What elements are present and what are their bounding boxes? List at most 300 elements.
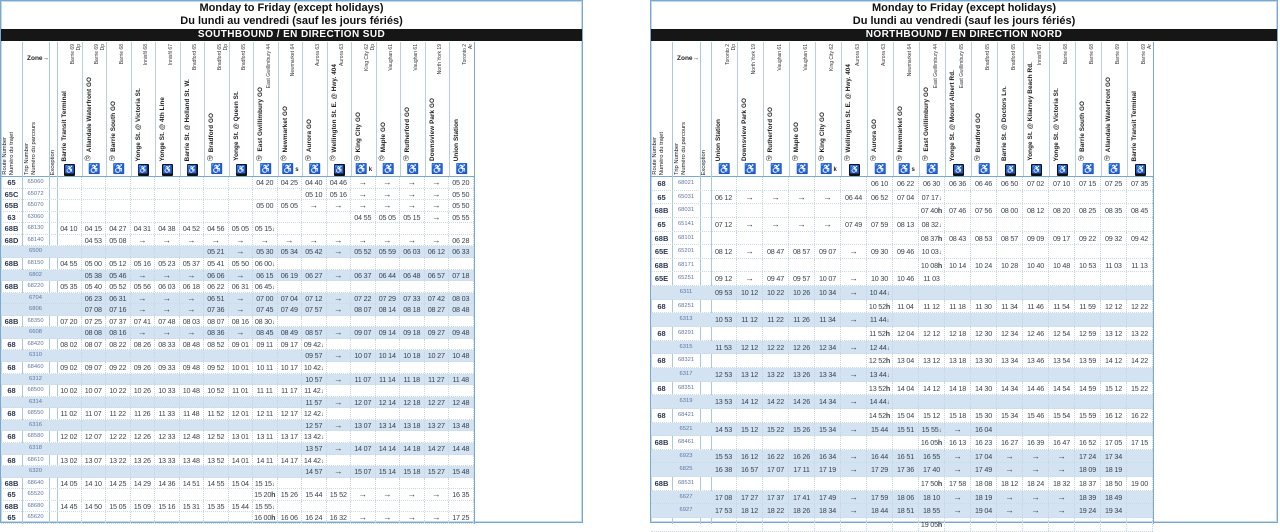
- time-cell: 13 54: [1049, 354, 1075, 367]
- time-cell: [789, 382, 815, 395]
- station-name: Wellington St. E. @ Hwy. 404: [845, 63, 852, 152]
- station-header: [919, 42, 945, 163]
- time-cell: [278, 316, 303, 327]
- time-cell: 14 59: [1075, 382, 1101, 395]
- column-divider: [474, 42, 475, 524]
- time-cell: 06 31: [106, 293, 131, 304]
- time-cell: 05 42: [302, 246, 327, 257]
- continues-arrow-cell: [229, 270, 254, 281]
- trip-row: [1, 374, 474, 386]
- right-arrow-icon: →: [334, 419, 343, 430]
- trip-number: 65060: [27, 179, 44, 185]
- time-cell: [711, 382, 737, 395]
- time-cell: 13 12: [737, 368, 763, 381]
- time-cell: 09 17: [278, 339, 303, 350]
- trip-row: [651, 395, 1153, 409]
- continues-arrow-cell: [737, 272, 763, 285]
- time-cell: 13 07: [82, 455, 107, 466]
- trip-row: [651, 259, 1153, 273]
- time-cell: [893, 436, 919, 449]
- time-cell: 12 14: [376, 397, 401, 408]
- trip-row: [1, 443, 474, 455]
- time-cell: 08 22: [106, 339, 131, 350]
- time-cell: 13 14: [376, 420, 401, 431]
- right-arrow-icon: →: [358, 512, 367, 523]
- trip-number: 68251: [677, 302, 695, 309]
- time-cell: [1101, 191, 1127, 204]
- down-arrow-icon: ↓: [320, 389, 324, 396]
- trip-row: [651, 245, 1153, 259]
- time-cell: 06 44: [376, 270, 401, 281]
- trip-number: 6313: [679, 316, 693, 323]
- time-cell: 13 52h: [867, 382, 893, 395]
- trip-number: 65072: [27, 190, 44, 197]
- route-number: 68: [7, 339, 16, 349]
- trip-row: [651, 423, 1153, 437]
- trip-row: [1, 270, 474, 282]
- time-cell: [131, 189, 156, 200]
- station-name: East Gwillimbury GO: [923, 87, 930, 152]
- parking-icon: ℗: [818, 154, 824, 163]
- time-cell: 17 36: [893, 463, 919, 476]
- trip-row: [651, 436, 1153, 450]
- time-cell: [400, 223, 425, 234]
- time-cell: 05 23: [155, 258, 180, 269]
- time-cell: [971, 518, 997, 531]
- route-number-header: Route Number: [652, 137, 658, 175]
- time-cell: 14 11: [253, 455, 278, 466]
- time-cell: 14 04: [893, 382, 919, 395]
- continues-arrow-cell: [997, 463, 1023, 476]
- time-cell: 08 12: [711, 245, 737, 258]
- route-number: 65: [7, 513, 16, 523]
- continues-arrow-cell: [1049, 463, 1075, 476]
- time-cell: 15 14: [376, 466, 401, 477]
- time-cell: 10 46: [893, 272, 919, 285]
- trip-row: [1, 177, 474, 189]
- route-number: 68: [657, 301, 666, 311]
- time-cell: [82, 200, 107, 211]
- time-cell: 08 08: [82, 327, 107, 338]
- time-cell: [945, 286, 971, 299]
- right-arrow-icon: →: [334, 327, 343, 338]
- time-cell: [57, 489, 82, 500]
- time-cell: 07 36: [204, 304, 229, 315]
- stop-note-letter: k: [368, 167, 373, 173]
- time-cell: 08 47: [763, 245, 789, 258]
- accessibility-cell: [737, 163, 763, 177]
- continues-arrow-cell: [997, 450, 1023, 463]
- accessibility-cell: [1101, 163, 1127, 177]
- right-arrow-icon: →: [849, 273, 858, 284]
- station-header: [327, 42, 352, 163]
- corner-header: [651, 42, 711, 177]
- trip-number: 68640: [27, 479, 44, 486]
- station-name: East Gwillimbury GO: [257, 87, 264, 152]
- time-cell: [278, 258, 303, 269]
- time-cell: [278, 281, 303, 292]
- continues-arrow-cell: [841, 313, 867, 326]
- time-cell: 05 05: [278, 200, 303, 211]
- station-name: Allandale Waterfront GO: [1105, 76, 1112, 152]
- time-cell: 12 22: [763, 341, 789, 354]
- time-cell: 18 12: [737, 504, 763, 517]
- station-header: [229, 42, 254, 163]
- time-cell: 12 17: [278, 408, 303, 419]
- time-cell: 08 52: [204, 339, 229, 350]
- time-cell: 07 29: [376, 293, 401, 304]
- time-cell: 13 18: [400, 420, 425, 431]
- time-cell: 10 12: [737, 286, 763, 299]
- time-cell: [180, 200, 205, 211]
- time-cell: [106, 374, 131, 385]
- continues-arrow-cell: [945, 463, 971, 476]
- time-cell: 08 53: [971, 232, 997, 245]
- time-cell: [1101, 313, 1127, 326]
- time-cell: [789, 518, 815, 531]
- time-cell: [106, 189, 131, 200]
- time-cell: [893, 313, 919, 326]
- continues-arrow-cell: [1023, 463, 1049, 476]
- time-cell: 10 27: [425, 350, 450, 361]
- time-cell: 10 48: [1049, 259, 1075, 272]
- zone-label: North York 19: [437, 44, 443, 75]
- time-cell: [229, 177, 254, 188]
- right-arrow-icon: →: [211, 234, 220, 245]
- continues-arrow-cell: [841, 463, 867, 476]
- time-cell: 15 07: [351, 466, 376, 477]
- time-cell: 05 15↓: [253, 223, 278, 234]
- time-cell: [1127, 272, 1153, 285]
- time-cell: 10 42↓: [302, 362, 327, 373]
- time-cell: 14 55: [204, 478, 229, 489]
- time-cell: [425, 362, 450, 373]
- time-cell: [204, 189, 229, 200]
- route-number: 65E: [654, 247, 669, 257]
- time-cell: 06 36: [945, 177, 971, 190]
- right-arrow-icon: →: [358, 234, 367, 245]
- route-number: [1, 466, 22, 477]
- station-header: [971, 42, 997, 163]
- time-cell: [425, 501, 450, 512]
- time-cell: [400, 478, 425, 489]
- time-cell: [1101, 423, 1127, 436]
- time-cell: [82, 212, 107, 223]
- time-cell: [893, 518, 919, 531]
- wheelchair-icon: ♿: [308, 164, 321, 175]
- continues-arrow-cell: [351, 235, 376, 246]
- time-cell: 16 57: [737, 463, 763, 476]
- right-arrow-icon: →: [309, 234, 318, 245]
- wheelchair-icon: ♿: [1135, 165, 1146, 174]
- time-cell: 15 22: [1127, 382, 1153, 395]
- time-cell: 10 30: [867, 272, 893, 285]
- continues-arrow-cell: [327, 327, 352, 338]
- time-cell: [351, 258, 376, 269]
- time-cell: [400, 385, 425, 396]
- time-cell: [155, 177, 180, 188]
- continues-arrow-cell: [945, 504, 971, 517]
- time-cell: [867, 477, 893, 490]
- time-cell: 11 42↓: [302, 385, 327, 396]
- parking-icon: ℗: [256, 154, 262, 163]
- right-arrow-icon: →: [138, 327, 147, 338]
- route-number: [651, 395, 672, 408]
- time-cell: [106, 443, 131, 454]
- wheelchair-icon: ♿: [1005, 165, 1016, 174]
- time-cell: [204, 177, 229, 188]
- time-cell: [327, 362, 352, 373]
- time-cell: [1127, 313, 1153, 326]
- time-cell: [376, 455, 401, 466]
- right-arrow-icon: →: [407, 234, 416, 245]
- time-cell: [815, 327, 841, 340]
- right-arrow-icon: →: [1031, 491, 1040, 502]
- time-cell: [789, 409, 815, 422]
- continues-arrow-cell: [327, 374, 352, 385]
- time-cell: 15 44: [867, 423, 893, 436]
- time-cell: [789, 232, 815, 245]
- time-cell: [815, 477, 841, 490]
- time-cell: 08 43: [945, 232, 971, 245]
- zone-row-label: Zone→: [677, 55, 700, 62]
- right-arrow-icon: →: [407, 188, 416, 199]
- time-cell: 07 25: [82, 316, 107, 327]
- down-arrow-icon: ↓: [320, 458, 324, 465]
- right-arrow-icon: →: [358, 177, 367, 187]
- time-cell: [57, 466, 82, 477]
- time-cell: [106, 489, 131, 500]
- time-cell: [1127, 491, 1153, 504]
- time-cell: [1049, 341, 1075, 354]
- time-cell: 08 48: [180, 339, 205, 350]
- time-cell: 18 26: [789, 504, 815, 517]
- time-cell: [1127, 191, 1153, 204]
- continues-arrow-cell: [841, 504, 867, 517]
- wheelchair-icon: ♿: [926, 164, 939, 175]
- zone-label: Barrie 68: [118, 44, 125, 65]
- right-arrow-icon: →: [953, 464, 962, 475]
- time-cell: 16 34: [815, 450, 841, 463]
- time-cell: [327, 455, 352, 466]
- time-cell: 13 26: [131, 455, 156, 466]
- time-cell: 06 48: [400, 270, 425, 281]
- time-cell: 18 55: [919, 504, 945, 517]
- time-cell: [449, 478, 474, 489]
- route-number: 68: [657, 329, 666, 339]
- trip-row: [1, 316, 474, 328]
- trip-number: 68130: [27, 225, 44, 232]
- time-cell: [867, 232, 893, 245]
- down-arrow-icon: ↓: [320, 366, 324, 373]
- accessibility-cell: [841, 163, 867, 177]
- right-arrow-icon: →: [953, 491, 962, 502]
- time-cell: [815, 177, 841, 190]
- time-cell: [351, 501, 376, 512]
- time-cell: [57, 246, 82, 257]
- time-cell: 07 59: [867, 218, 893, 231]
- time-cell: 15 09: [131, 501, 156, 512]
- time-cell: 05 50: [449, 200, 474, 211]
- time-cell: 18 10: [919, 491, 945, 504]
- time-cell: [204, 397, 229, 408]
- time-cell: [131, 466, 156, 477]
- parking-icon: ℗: [378, 154, 385, 163]
- route-number: [651, 341, 672, 354]
- time-cell: 07 10: [1049, 177, 1075, 190]
- time-cell: [278, 466, 303, 477]
- time-cell: 05 37: [180, 258, 205, 269]
- trip-row: [651, 191, 1153, 205]
- time-cell: [815, 259, 841, 272]
- time-cell: 09 12: [711, 272, 737, 285]
- down-arrow-icon: ↓: [271, 285, 275, 292]
- right-arrow-icon: →: [309, 200, 318, 211]
- time-cell: [1101, 395, 1127, 408]
- time-cell: 17 08: [711, 491, 737, 504]
- time-cell: [180, 397, 205, 408]
- right-arrow-icon: →: [797, 191, 806, 202]
- time-cell: [1127, 518, 1153, 531]
- time-cell: 14 17: [278, 455, 303, 466]
- footnote-h: h: [937, 206, 943, 216]
- station-header: [997, 42, 1023, 163]
- time-cell: 08 20: [1049, 204, 1075, 217]
- time-cell: 07 37: [106, 316, 131, 327]
- time-cell: 11 18: [400, 374, 425, 385]
- zone-label: Newmarket 64: [907, 44, 913, 77]
- zone-label: Bradford 65: [1011, 44, 1017, 71]
- continues-arrow-cell: [351, 512, 376, 523]
- time-cell: 05 40: [82, 281, 107, 292]
- time-cell: [180, 443, 205, 454]
- time-cell: 15 05: [106, 501, 131, 512]
- time-cell: 07 49: [841, 218, 867, 231]
- column-divider: [1153, 42, 1154, 524]
- down-arrow-icon: ↓: [320, 412, 324, 419]
- time-cell: [1127, 245, 1153, 258]
- continues-arrow-cell: [737, 191, 763, 204]
- accessibility-cell: [57, 163, 82, 177]
- time-cell: 07 45: [253, 304, 278, 315]
- time-cell: 04 31: [131, 223, 156, 234]
- time-cell: [997, 218, 1023, 231]
- time-cell: [893, 368, 919, 381]
- right-arrow-icon: →: [1057, 464, 1066, 475]
- time-cell: [82, 189, 107, 200]
- accessibility-cell: [763, 163, 789, 177]
- time-cell: 06 50: [997, 177, 1023, 190]
- time-cell: 12 34: [815, 341, 841, 354]
- route-number: 65: [657, 192, 666, 202]
- time-cell: [180, 177, 205, 188]
- time-cell: 17 37: [763, 491, 789, 504]
- time-cell: [1127, 423, 1153, 436]
- time-cell: 06 23: [82, 293, 107, 304]
- time-cell: 14 48: [449, 443, 474, 454]
- station-name: Rutherford GO: [404, 106, 411, 152]
- time-cell: 18 37: [1075, 477, 1101, 490]
- time-cell: 15 44: [229, 501, 254, 512]
- station-header: [867, 42, 893, 163]
- time-cell: 06 28: [449, 235, 474, 246]
- time-cell: 06 22: [893, 177, 919, 190]
- right-arrow-icon: →: [432, 489, 441, 500]
- time-cell: 12 01: [229, 408, 254, 419]
- parking-icon: ℗: [280, 154, 287, 163]
- time-cell: [155, 512, 180, 523]
- continues-arrow-cell: [945, 491, 971, 504]
- time-cell: 08 16: [229, 316, 254, 327]
- time-cell: 08 26: [131, 339, 156, 350]
- zone-label: Barrie 68: [1063, 44, 1069, 65]
- zone-label: Barrie 69: [69, 44, 76, 65]
- continues-arrow-cell: [997, 491, 1023, 504]
- time-cell: 07 00: [253, 293, 278, 304]
- wheelchair-icon: ♿: [1057, 165, 1068, 174]
- time-cell: 08 35: [1101, 204, 1127, 217]
- zone-label: Vaughan 61: [388, 44, 394, 71]
- trip-row: [1, 385, 474, 397]
- time-cell: 05 05: [229, 223, 254, 234]
- time-cell: 09 02: [57, 362, 82, 373]
- time-cell: [737, 327, 763, 340]
- time-cell: 17 27: [737, 491, 763, 504]
- time-cell: 11 44↓: [867, 313, 893, 326]
- time-cell: 04 27: [106, 223, 131, 234]
- time-cell: [425, 281, 450, 292]
- time-cell: 12 30: [971, 327, 997, 340]
- time-cell: [1075, 341, 1101, 354]
- time-cell: 09 11: [253, 339, 278, 350]
- time-cell: [763, 382, 789, 395]
- time-cell: [253, 466, 278, 477]
- time-cell: 16 27: [997, 436, 1023, 449]
- time-cell: 10 52: [204, 385, 229, 396]
- time-cell: 11 11: [253, 385, 278, 396]
- trip-number: 6825: [679, 466, 693, 473]
- time-cell: 05 56: [131, 281, 156, 292]
- time-cell: [1127, 463, 1153, 476]
- trip-number: 68351: [677, 384, 695, 391]
- trip-number: [672, 518, 700, 531]
- time-cell: 17 53: [711, 504, 737, 517]
- continues-arrow-cell: [131, 327, 156, 338]
- time-cell: [131, 212, 156, 223]
- continues-arrow-cell: [204, 235, 229, 246]
- route-number: 65C: [4, 189, 19, 199]
- station-header: [180, 42, 205, 163]
- time-cell: [180, 350, 205, 361]
- time-cell: 10 14: [376, 350, 401, 361]
- time-cell: 15 04: [229, 478, 254, 489]
- time-cell: [302, 212, 327, 223]
- right-arrow-icon: →: [1005, 505, 1014, 516]
- time-cell: [57, 350, 82, 361]
- trip-row: [1, 246, 474, 258]
- right-arrow-icon: →: [1005, 491, 1014, 502]
- time-cell: [449, 431, 474, 442]
- trip-number: 68350: [27, 317, 44, 324]
- parking-icon: ℗: [305, 154, 311, 163]
- station-name: Allandale Waterfront GO: [85, 76, 93, 152]
- time-cell: 08 13: [893, 218, 919, 231]
- time-cell: 08 07: [351, 304, 376, 315]
- route-number: 68B: [654, 479, 669, 489]
- wheelchair-icon: ♿: [978, 164, 991, 175]
- time-cell: 12 57: [302, 420, 327, 431]
- time-cell: [997, 286, 1023, 299]
